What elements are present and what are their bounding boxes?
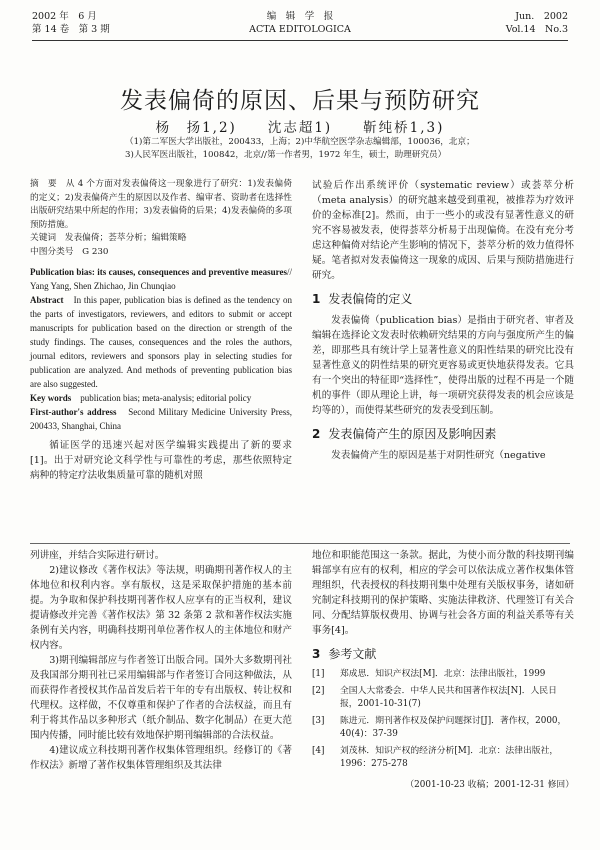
lower-paragraph: 2)建议修改《著作权法》等法规，明确期刊著作权人的主体地位和权利内容。享有版权，这是采取保护措施的基本前提。为争取和保护科技期刊著作权人应享有的正当权利，建议提请修改并完善《著作权法》第 32 条第 2 款和著作权法实施条例有关内容，明确科技期刊单位著作权人的主体地位和财产权内容。 — [30, 565, 292, 651]
section-2-heading — [312, 427, 574, 441]
english-keywords-label: Key words — [30, 392, 72, 403]
affiliation-line: （1)第二军医大学出版社，200433，上海；2)中华航空医学杂志编辑部，100036，北京； — [125, 137, 475, 147]
english-abstract-label: Abstract — [30, 294, 64, 305]
page-split-rule — [30, 543, 570, 544]
header-date-en: Jun. 2002 — [515, 11, 568, 22]
clc-label: 中图分类号 — [30, 246, 74, 257]
english-keywords-text: publication bias; meta-analysis; editorial policy — [80, 392, 252, 403]
reference-number: [4] — [312, 745, 325, 756]
section-3-number: 3 — [312, 647, 321, 661]
section-2-title: 发表偏倚产生的原因及影响因素 — [328, 427, 497, 442]
keywords-zh-label: 关键词 — [30, 233, 57, 244]
reference-list — [312, 668, 574, 772]
english-authors: // Yang Yang, Shen Zhichao, Jin Chunqiao — [30, 266, 292, 291]
reference-text: 郑成思．知识产权法[M]．北京：法律出版社，1999 — [340, 669, 546, 680]
lower-paragraph: 3)期刊编辑部应与作者签订出版合同。国外大多数期刊社及我国部分期刊社已采用编辑部与作者签订合同这种做法，从而获得作者授权其作品首发后若干年的专有出版权、转让权和代理权。这样做，不仅尊重和保护了作者的合法权益，而且有利于将其作品以多种形式（纸介制品、数字化制品）在更大范围内传播，同时能比较有效地保护期刊编辑部的合法权益。 — [30, 655, 292, 741]
header-center — [32, 10, 568, 36]
section-1-number: 1 — [312, 292, 321, 306]
reference-text: 刘茂林．知识产权的经济分析[M]．北京：法律出版社，1996：275-278 — [340, 745, 559, 770]
section-3-title: 参考文献 — [328, 647, 377, 661]
abstract-zh — [30, 178, 292, 232]
intro-continuation: 试验后作出系统评价（systematic review）或荟萃分析（meta analysis）的研究越来越受到重视，被推荐为疗效评价的金标准[2]。然而，由于一些小的或没有显著性意义的研究不容易被发表，使得荟萃分析易于出现偏倚。在没有充分考虑这种偏倚对结论产生影响的情况下，荟萃分析的效力值得怀疑。笔者拟对发表偏倚这一现象的成因、后果与预防措施进行研究。 — [312, 180, 574, 281]
abstract-zh-label: 摘 要 — [30, 179, 57, 189]
reference-number: [3] — [312, 715, 325, 726]
lower-left-column — [30, 548, 292, 773]
english-address — [30, 405, 292, 433]
reference-number: [2] — [312, 685, 325, 696]
upper-left-column — [30, 178, 292, 483]
header-volume: 第 14 卷 第 3 期 — [32, 24, 110, 35]
reference-item — [312, 745, 574, 772]
section-2-text: 发表偏倚产生的原因是基于对阴性研究（negative — [331, 450, 546, 462]
english-address-text: Second Military Medicine University Press, 200433, Shanghai, China — [30, 406, 292, 431]
affiliation-line: 3)人民军医出版社，100842，北京//第一作者男，1972 年生，硕士，助理研究员） — [125, 150, 447, 160]
running-header — [32, 10, 568, 42]
reference-text: 全国人大常委会．中华人民共和国著作权法[N]．人民日报，2001-10-31(7) — [340, 685, 557, 710]
section-1-heading — [312, 292, 574, 306]
clc-value: G 230 — [82, 246, 109, 257]
journal-name-en: ACTA EDITOLOGICA — [249, 24, 351, 35]
intro-paragraph: 循证医学的迅速兴起对医学编辑实践提出了新的要求[1]。出于对研究论文科学性与可靠性的考虑，那些依照特定病种的特定疗法收集质量可靠的随机对照 — [30, 439, 292, 481]
lower-right-column — [312, 548, 574, 792]
lower-right-paragraph: 地位和职能范围这一条款。据此，为使小而分散的科技期刊编辑部享有应有的权利，相应的学会可以依法成立著作权集体管理组织，代表授权的科技期刊集中处理有关版权事务，诸如研究制定科技期刊的保护策略、实施法律救济、代理签订有关合同、分配结算版权费用、协调与社会各方面的利益关系等有关事务[4]。 — [312, 550, 574, 636]
english-abstract-text: In this paper, publication bias is defined as the tendency on the parts of investigators, reviewers, and editors to submit or accept manuscripts for publication based on the direction or strength of the study findings. The causes, consequences and the roles the authors, journal editors, reviewers and sponsors play in selecting studies for publication are analyzed. And methods of preventing publication bias are also suggested. — [30, 294, 292, 389]
section-1-title: 发表偏倚的定义 — [328, 292, 413, 306]
article-title: 发表偏倚的原因、后果与预防研究 — [120, 88, 480, 114]
english-abstract — [30, 293, 292, 391]
reference-item — [312, 685, 574, 712]
clc-number — [30, 246, 292, 260]
header-rule — [32, 40, 568, 41]
header-right — [506, 10, 568, 36]
reference-item — [312, 668, 574, 682]
section-1-text: 发表偏倚（publication bias）是指由于研究者、审者及编辑在选择论文发表时依赖研究结果的方向与强度所产生的偏差，即那些具有统计学上显著性意义的阳性结果的研究比没有显著性意义的阴性结果的研究更容易或更快地获得发表。它具有一个突出的特征即“选择性”，使得出版的过程不再是一个随机的事件（即从理论上讲，每一项研究获得发表的机会应该是均等的），而使得某些研究的发表受到压制。 — [312, 315, 574, 417]
header-date: 2002 年 6 月 — [32, 11, 97, 22]
abstract-zh-text: 从 4 个方面对发表偏倚这一现象进行了研究：1)发表偏倚的定义；2)发表偏倚产生的原因以及作者、编审者、资助者在选择性出版研究结果中所起的作用；3)发表偏倚的后果；4)发表偏倚的多项预防措施。 — [30, 179, 293, 230]
keywords-zh — [30, 232, 292, 246]
keywords-zh-text: 发表偏倚；荟萃分析；编辑策略 — [64, 233, 187, 244]
article-authors: 杨 扬1,2) 沈志超1) 靳纯桥1,3) — [155, 120, 445, 136]
received-date: （2001-10-23 收稿；2001-12-31 修回） — [405, 779, 574, 790]
upper-right-column — [312, 178, 574, 463]
reference-item — [312, 715, 574, 742]
english-keywords — [30, 391, 292, 405]
section-3-heading — [312, 647, 574, 661]
english-title: Publication bias: its causes, consequences and preventive measures — [30, 266, 287, 277]
affiliations — [125, 136, 540, 162]
header-volume-en: Vol.14 No.3 — [505, 24, 568, 35]
reference-number: [1] — [312, 669, 325, 680]
reference-text: 陈进元．期刊著作权及保护问题探讨[J]．著作权，2000，40(4)：37-39 — [340, 715, 567, 740]
english-title-block — [30, 265, 292, 293]
lower-paragraph: 4)建议成立科技期刊著作权集体管理组织。经修订的《著作权法》新增了著作权集体管理组织及其法律 — [30, 745, 292, 771]
section-2-number: 2 — [312, 427, 321, 442]
journal-name-zh: 编 辑 学 报 — [266, 11, 334, 22]
english-address-label: First-author's address — [30, 406, 117, 417]
lower-paragraph: 列讲座，并结合实际进行研讨。 — [30, 550, 165, 561]
